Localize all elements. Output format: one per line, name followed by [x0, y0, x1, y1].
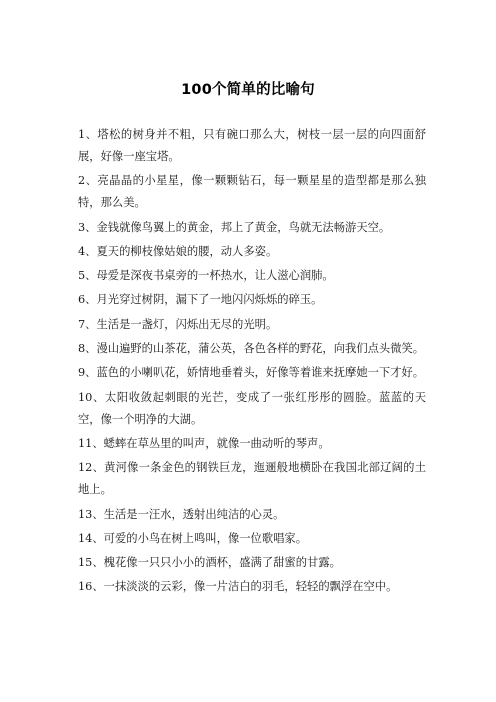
list-item: 5、母爱是深夜书桌旁的一杯热水，让人滋心润肺。 [78, 269, 334, 283]
sentence-list [78, 124, 426, 601]
list-item: 6、月光穿过树阴，漏下了一地闪闪烁烁的碎玉。 [78, 293, 323, 307]
list-item: 10、太阳收敛起刺眼的光芒，变成了一张红彤彤的圆脸。蓝蓝的天空，像一个明净的大湖。 [78, 390, 426, 426]
list-item: 2、亮晶晶的小星星，像一颗颗钻石，每一颗星星的造型都是那么独特，那么美。 [78, 174, 426, 210]
list-item: 16、一抹淡淡的云彩，像一片洁白的羽毛，轻轻的飘浮在空中。 [78, 580, 398, 594]
list-item: 4、夏天的柳枝像姑娘的腰，动人多姿。 [78, 244, 278, 258]
list-item: 15、槐花像一只只小小的酒杯，盛满了甜蜜的甘露。 [78, 556, 341, 570]
list-item: 1、塔松的树身并不粗，只有碗口那么大，树枝一层一层的向四面舒展，好像一座宝塔。 [78, 128, 426, 163]
list-item: 14、可爱的小鸟在树上鸣叫，像一位歌唱家。 [78, 531, 308, 545]
list-item: 11、蟋蟀在草丛里的叫声，就像一曲动听的琴声。 [78, 436, 330, 450]
list-item: 7、生活是一盏灯，闪烁出无尽的光明。 [78, 317, 278, 331]
list-item: 12、黄河像一条金色的钢铁巨龙，迤逦般地横卧在我国北部辽阔的土地上。 [78, 461, 426, 497]
list-item: 8、漫山遍野的山茶花，蒲公英，各色各样的野花，向我们点头微笑。 [78, 342, 425, 356]
list-item: 9、蓝色的小喇叭花，娇情地垂着头，好像等着谁来抚摩她一下才好。 [78, 366, 425, 380]
list-item: 3、金钱就像鸟翼上的黄金，邦上了黄金，鸟就无法畅游天空。 [78, 220, 391, 234]
list-item: 13、生活是一汪水，透射出纯洁的心灵。 [78, 507, 285, 521]
document-title: 100个简单的比喻句 [181, 82, 315, 98]
